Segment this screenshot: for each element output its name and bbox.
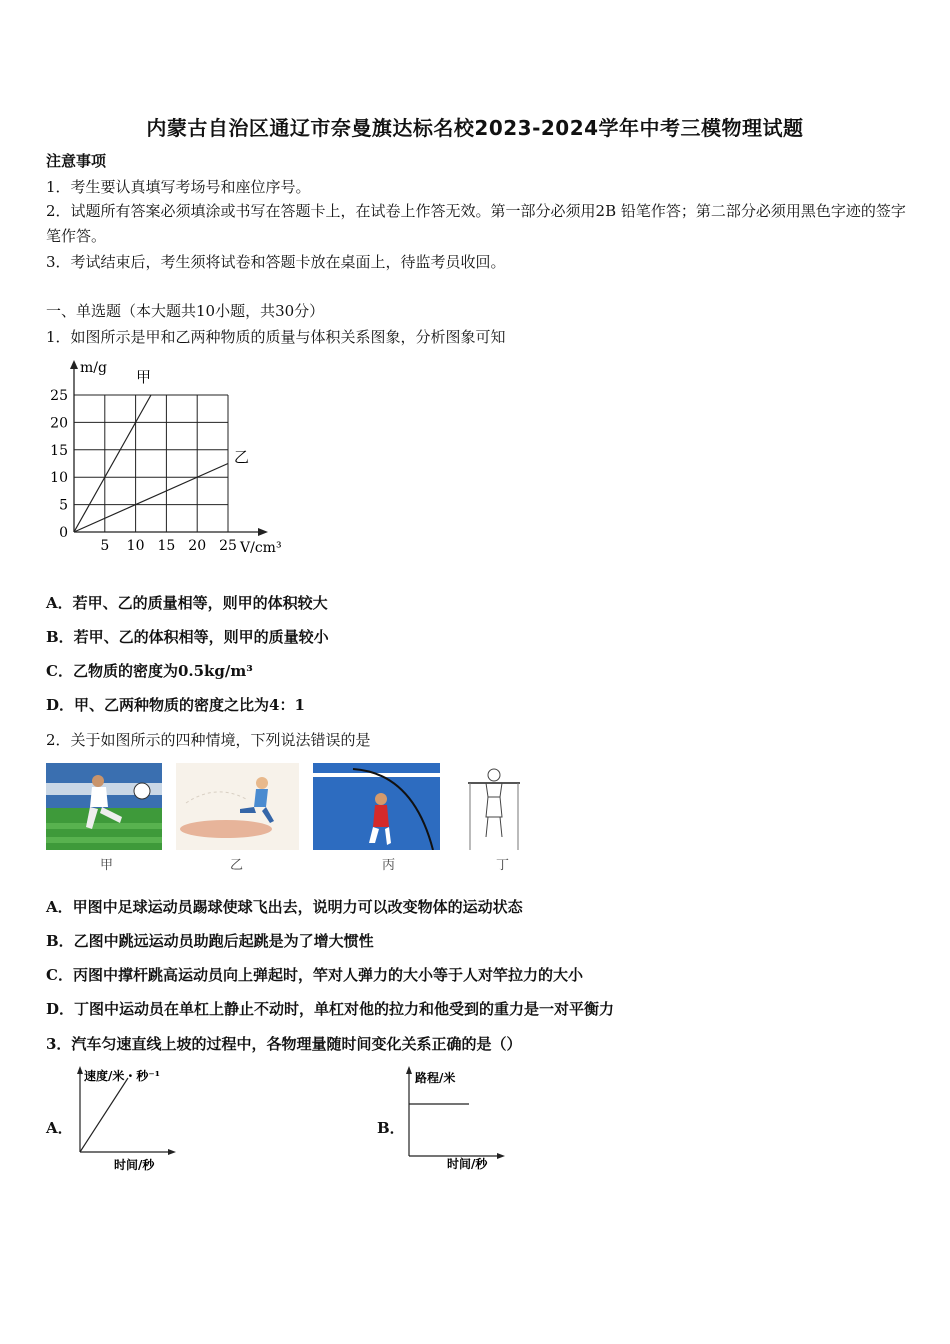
q1-option-b: B．若甲、乙的体积相等，则甲的质量较小: [46, 628, 329, 646]
x-tick-label: 10: [126, 538, 145, 554]
x-tick-label: 25: [219, 538, 237, 554]
y-axis-arrow-icon: [70, 360, 78, 369]
pole-vault-image: [313, 763, 440, 850]
chart-series: [74, 395, 228, 532]
q3-option-a-label: A．: [46, 1119, 73, 1137]
arrow-up-icon: [406, 1066, 412, 1074]
y-tick-label: 20: [50, 415, 68, 432]
q2-option-c: C．丙图中撑杆跳高运动员向上弹起时，竿对人弹力的大小等于人对竿拉力的大小: [46, 966, 583, 984]
horizontal-bar-image: [464, 763, 524, 850]
note-item-1: 1．考生要认真填写考场号和座位序号。: [46, 178, 311, 196]
note-item-3: 3．考试结束后，考生须将试卷和答题卡放在桌面上，待监考员收回。: [46, 253, 506, 271]
caption-bing: 丙: [382, 858, 396, 873]
arrow-right-icon: [168, 1149, 176, 1155]
q3-graph-b: [401, 1064, 521, 1176]
series-line-1: [74, 395, 151, 532]
velocity-line: [80, 1078, 128, 1152]
y-tick-label: 5: [59, 497, 68, 514]
x-tick-label: 5: [100, 538, 110, 554]
q2-option-d: D．丁图中运动员在单杠上静止不动时，单杠对他的拉力和他受到的重力是一对平衡力: [46, 1000, 615, 1018]
mass-volume-chart: [44, 358, 294, 558]
caption-yi: 乙: [230, 858, 244, 873]
section-heading: 一、单选题（本大题共10小题，共30分）: [46, 302, 325, 320]
x-tick-label: 20: [188, 538, 207, 554]
page-title: 内蒙古自治区通辽市奈曼旗达标名校2023-2024学年中考三模物理试题: [146, 116, 804, 140]
q3-graph-a: [72, 1064, 192, 1176]
notes-heading: 注意事项: [46, 152, 107, 170]
q3-a-ylabel: 速度/米・秒⁻¹: [84, 1069, 160, 1083]
q1-stem: 1．如图所示是甲和乙两种物质的质量与体积关系图象，分析图象可知: [46, 328, 506, 346]
x-axis-arrow-icon: [258, 528, 268, 536]
caption-ding: 丁: [496, 858, 510, 873]
series-line-2: [74, 464, 228, 533]
x-tick-label: 15: [157, 538, 176, 554]
note-item-2: 2．试题所有答案必须填涂或书写在答题卡上，在试卷上作答无效。第一部分必须用2B 铅笔作答；第二部分必须用黑色字迹的签字笔作答。: [46, 202, 906, 245]
q3-b-xlabel: 时间/秒: [447, 1157, 488, 1171]
q3-a-xlabel: 时间/秒: [114, 1158, 155, 1172]
arrow-up-icon: [77, 1066, 83, 1074]
x-axis-label: V/cm³: [240, 540, 282, 556]
y-axis-label: m/g: [80, 360, 107, 376]
q3-stem: 3．汽车匀速直线上坡的过程中，各物理量随时间变化关系正确的是（）: [46, 1035, 522, 1053]
q3-b-ylabel: 路程/米: [415, 1071, 456, 1085]
q1-option-d: D．甲、乙两种物质的密度之比为4：1: [46, 696, 305, 714]
y-tick-label: 0: [59, 525, 68, 541]
arrow-right-icon: [497, 1153, 505, 1159]
q2-stem: 2．关于如图所示的四种情境，下列说法错误的是: [46, 731, 371, 749]
y-tick-label: 10: [50, 470, 68, 487]
q2-option-a: A．甲图中足球运动员踢球使球飞出去，说明力可以改变物体的运动状态: [46, 898, 523, 916]
q1-option-a: A．若甲、乙的质量相等，则甲的体积较大: [46, 594, 328, 612]
q1-option-c: C．乙物质的密度为0.5kg/m³: [46, 662, 253, 680]
y-tick-label: 25: [50, 388, 68, 404]
long-jump-image: [176, 763, 299, 850]
series-label-jia: 甲: [136, 368, 152, 386]
chart-grid: [74, 395, 228, 532]
caption-jia: 甲: [100, 858, 114, 873]
series-label-yi: 乙: [234, 448, 250, 466]
q2-option-b: B．乙图中跳远运动员助跑后起跳是为了增大惯性: [46, 932, 374, 950]
q3-option-b-label: B．: [377, 1119, 405, 1137]
y-tick-label: 15: [50, 442, 68, 459]
soccer-player-image: [46, 763, 162, 850]
